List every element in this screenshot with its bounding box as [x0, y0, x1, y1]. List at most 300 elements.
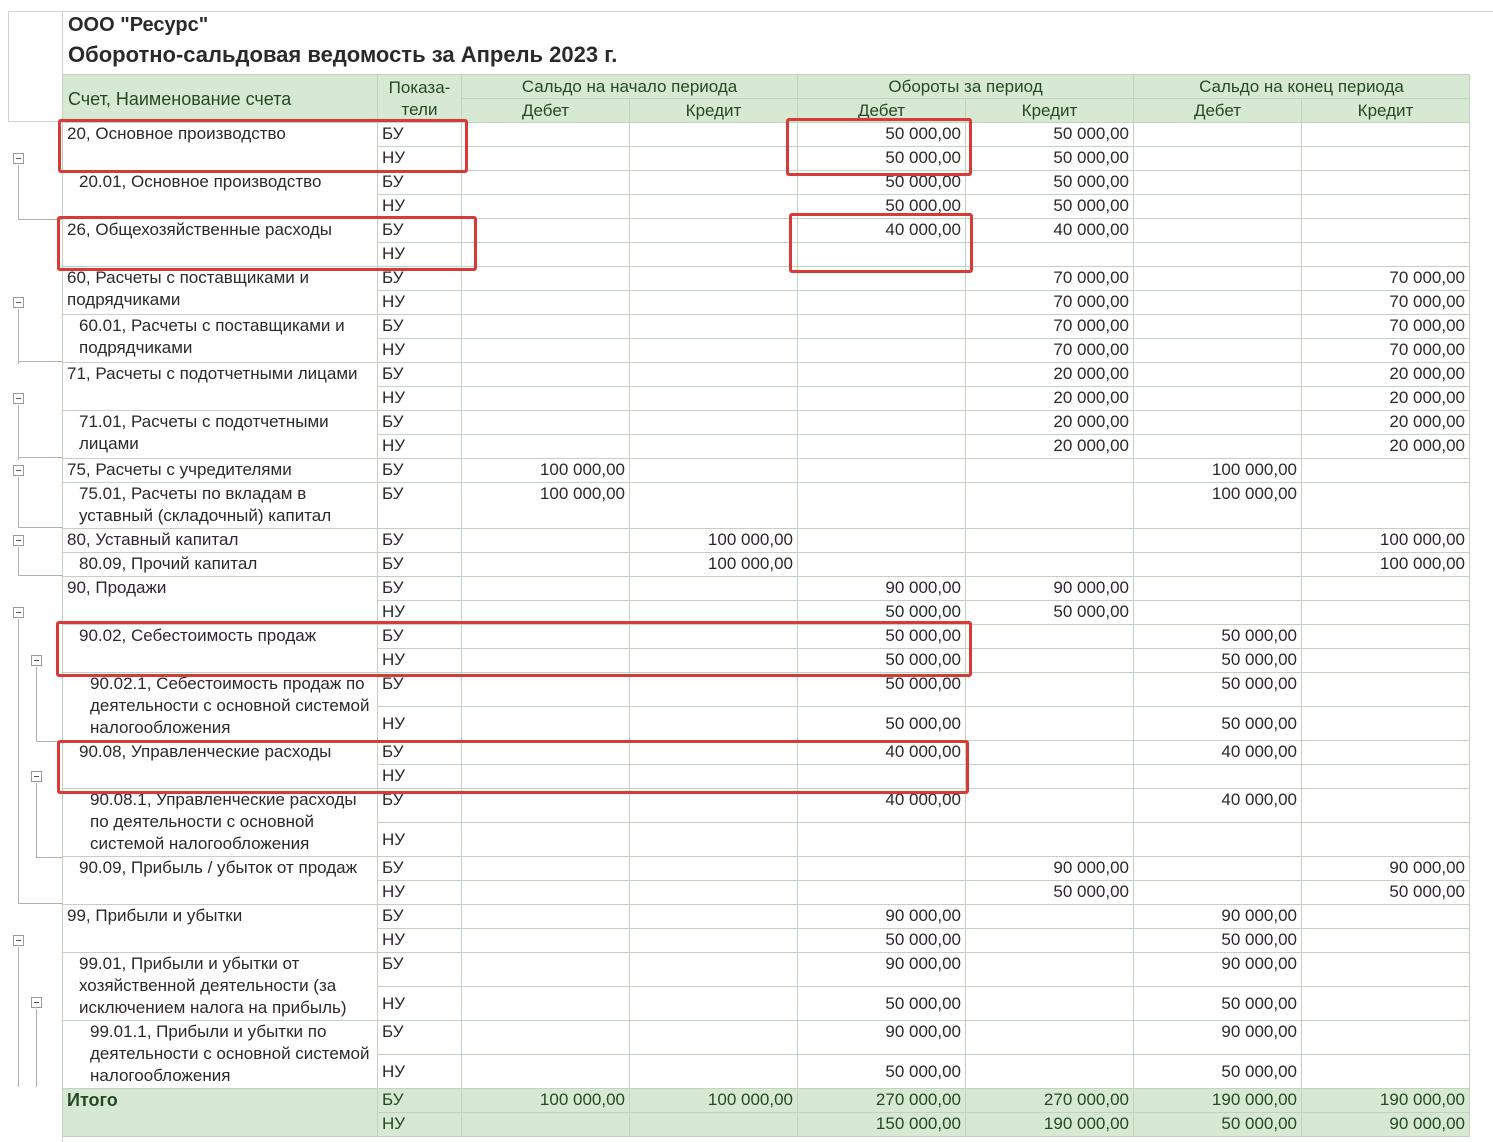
column-header-opening-credit[interactable]: Кредит — [630, 99, 798, 123]
collapse-group-99-01-icon[interactable] — [31, 997, 42, 1008]
closing-debit-cell[interactable] — [1134, 123, 1302, 147]
turnover-debit-cell[interactable] — [798, 483, 966, 529]
turnover-credit-cell[interactable] — [966, 765, 1134, 789]
table-row[interactable] — [63, 577, 1470, 601]
closing-credit-cell[interactable] — [1302, 459, 1470, 483]
indicator-cell: БУ — [378, 219, 462, 243]
closing-debit-cell[interactable] — [1134, 291, 1302, 315]
opening-debit-cell[interactable] — [462, 553, 630, 577]
opening-debit-cell[interactable]: 100 000,00 — [462, 459, 630, 483]
closing-debit-cell[interactable] — [1134, 195, 1302, 219]
closing-debit-cell[interactable] — [1134, 435, 1302, 459]
closing-credit-cell[interactable]: 20 000,00 — [1302, 435, 1470, 459]
indicator-cell: БУ — [378, 411, 462, 435]
collapse-group-90-icon[interactable] — [13, 607, 24, 618]
closing-debit-cell[interactable] — [1134, 147, 1302, 171]
closing-credit-cell[interactable] — [1302, 171, 1470, 195]
turnover-credit-cell[interactable]: 70 000,00 — [966, 291, 1134, 315]
opening-debit-cell[interactable] — [462, 267, 630, 291]
column-header-account[interactable]: Счет, Наименование счета — [63, 75, 378, 123]
turnover-debit-cell[interactable] — [798, 857, 966, 881]
opening-debit-cell[interactable] — [462, 387, 630, 411]
account-name-cell[interactable]: 75, Расчеты с учредителями — [63, 459, 378, 483]
turnover-credit-cell[interactable]: 70 000,00 — [966, 315, 1134, 339]
closing-debit-cell[interactable] — [1134, 387, 1302, 411]
turnover-debit-cell[interactable]: 50 000,00 — [798, 707, 966, 741]
column-header-turnover-credit[interactable]: Кредит — [966, 99, 1134, 123]
account-name-cell[interactable]: 99.01.1, Прибыли и убытки по деятельности с основной системой налогообложения — [63, 1021, 378, 1089]
table-row[interactable] — [63, 529, 1470, 553]
closing-debit-cell[interactable]: 90 000,00 — [1134, 905, 1302, 929]
opening-credit-cell[interactable] — [630, 953, 798, 987]
closing-debit-cell[interactable]: 50 000,00 — [1134, 625, 1302, 649]
closing-credit-cell[interactable] — [1302, 1021, 1470, 1055]
opening-credit-cell[interactable] — [630, 649, 798, 673]
opening-credit-cell[interactable] — [630, 857, 798, 881]
indicator-cell: БУ — [378, 483, 462, 529]
table-row[interactable] — [63, 857, 1470, 881]
turnover-credit-cell[interactable]: 50 000,00 — [966, 123, 1134, 147]
turnover-debit-cell[interactable] — [798, 363, 966, 387]
account-name-cell[interactable]: 80, Уставный капитал — [63, 529, 378, 553]
account-name-cell[interactable]: 90.09, Прибыль / убыток от продаж — [63, 857, 378, 905]
table-row[interactable] — [63, 625, 1470, 649]
total-value-cell[interactable]: 270 000,00 — [798, 1089, 966, 1113]
closing-debit-cell[interactable] — [1134, 411, 1302, 435]
opening-credit-cell[interactable] — [630, 219, 798, 243]
turnover-debit-cell[interactable] — [798, 529, 966, 553]
opening-credit-cell[interactable] — [630, 789, 798, 823]
account-name-cell[interactable]: 99.01, Прибыли и убытки от хозяйственной деятельности (за исключением налога на прибыль) — [63, 953, 378, 1021]
table-row[interactable] — [63, 1021, 1470, 1055]
turnover-credit-cell[interactable]: 20 000,00 — [966, 435, 1134, 459]
turnover-debit-cell[interactable]: 50 000,00 — [798, 171, 966, 195]
opening-debit-cell[interactable] — [462, 601, 630, 625]
turnover-credit-cell[interactable]: 70 000,00 — [966, 267, 1134, 291]
closing-credit-cell[interactable]: 50 000,00 — [1302, 881, 1470, 905]
turnover-credit-cell[interactable] — [966, 529, 1134, 553]
opening-debit-cell[interactable] — [462, 881, 630, 905]
opening-debit-cell[interactable] — [462, 529, 630, 553]
opening-credit-cell[interactable] — [630, 123, 798, 147]
opening-debit-cell[interactable] — [462, 577, 630, 601]
turnover-debit-cell[interactable]: 50 000,00 — [798, 195, 966, 219]
opening-credit-cell[interactable] — [630, 905, 798, 929]
total-value-cell[interactable]: 190 000,00 — [1302, 1089, 1470, 1113]
table-row[interactable] — [63, 411, 1470, 435]
opening-debit-cell[interactable] — [462, 823, 630, 857]
opening-credit-cell[interactable] — [630, 929, 798, 953]
closing-credit-cell[interactable] — [1302, 243, 1470, 267]
closing-credit-cell[interactable]: 90 000,00 — [1302, 857, 1470, 881]
total-value-cell[interactable]: 50 000,00 — [1134, 1113, 1302, 1137]
closing-credit-cell[interactable] — [1302, 953, 1470, 987]
closing-debit-cell[interactable] — [1134, 601, 1302, 625]
opening-debit-cell[interactable] — [462, 707, 630, 741]
collapse-group-99-icon[interactable] — [13, 935, 24, 946]
table-row[interactable] — [63, 741, 1470, 765]
turnover-credit-cell[interactable] — [966, 1021, 1134, 1055]
opening-debit-cell[interactable] — [462, 243, 630, 267]
account-name-cell[interactable]: 60.01, Расчеты с поставщиками и подрядчиками — [63, 315, 378, 363]
opening-credit-cell[interactable] — [630, 291, 798, 315]
turnover-debit-cell[interactable]: 50 000,00 — [798, 649, 966, 673]
turnover-credit-cell[interactable]: 50 000,00 — [966, 171, 1134, 195]
total-value-cell[interactable] — [462, 1113, 630, 1137]
closing-debit-cell[interactable] — [1134, 881, 1302, 905]
total-value-cell[interactable] — [630, 1113, 798, 1137]
closing-credit-cell[interactable] — [1302, 741, 1470, 765]
turnover-credit-cell[interactable] — [966, 905, 1134, 929]
column-header-turnover[interactable]: Обороты за период — [798, 75, 1134, 99]
turnover-debit-cell[interactable] — [798, 339, 966, 363]
closing-debit-cell[interactable]: 100 000,00 — [1134, 483, 1302, 529]
opening-debit-cell[interactable] — [462, 789, 630, 823]
closing-credit-cell[interactable] — [1302, 1055, 1470, 1089]
turnover-credit-cell[interactable] — [966, 987, 1134, 1021]
closing-credit-cell[interactable] — [1302, 219, 1470, 243]
opening-debit-cell[interactable] — [462, 987, 630, 1021]
total-value-cell[interactable]: 190 000,00 — [1134, 1089, 1302, 1113]
account-name-cell[interactable]: 80.09, Прочий капитал — [63, 553, 378, 577]
opening-debit-cell[interactable] — [462, 625, 630, 649]
turnover-credit-cell[interactable]: 50 000,00 — [966, 601, 1134, 625]
turnover-debit-cell[interactable] — [798, 243, 966, 267]
turnover-credit-cell[interactable] — [966, 1055, 1134, 1089]
opening-debit-cell[interactable] — [462, 953, 630, 987]
closing-credit-cell[interactable]: 100 000,00 — [1302, 553, 1470, 577]
closing-credit-cell[interactable]: 100 000,00 — [1302, 529, 1470, 553]
turnover-credit-cell[interactable] — [966, 553, 1134, 577]
turnover-credit-cell[interactable]: 70 000,00 — [966, 339, 1134, 363]
account-name-cell[interactable]: 75.01, Расчеты по вкладам в уставный (складочный) капитал — [63, 483, 378, 529]
closing-credit-cell[interactable] — [1302, 649, 1470, 673]
indicator-cell: БУ — [378, 905, 462, 929]
closing-debit-cell[interactable]: 40 000,00 — [1134, 741, 1302, 765]
closing-credit-cell[interactable] — [1302, 577, 1470, 601]
opening-credit-cell[interactable] — [630, 483, 798, 529]
opening-credit-cell[interactable] — [630, 577, 798, 601]
turnover-debit-cell[interactable] — [798, 387, 966, 411]
opening-credit-cell[interactable] — [630, 363, 798, 387]
opening-credit-cell[interactable] — [630, 707, 798, 741]
turnover-credit-cell[interactable] — [966, 823, 1134, 857]
collapse-group-90-08-icon[interactable] — [31, 771, 42, 782]
turnover-credit-cell[interactable] — [966, 649, 1134, 673]
closing-credit-cell[interactable]: 70 000,00 — [1302, 291, 1470, 315]
collapse-group-90-02-icon[interactable] — [31, 655, 42, 666]
account-name-cell[interactable]: 71, Расчеты с подотчетными лицами — [63, 363, 378, 411]
opening-credit-cell[interactable] — [630, 765, 798, 789]
turnover-credit-cell[interactable]: 40 000,00 — [966, 219, 1134, 243]
account-name-cell[interactable]: 99, Прибыли и убытки — [63, 905, 378, 953]
turnover-credit-cell[interactable]: 90 000,00 — [966, 577, 1134, 601]
opening-credit-cell[interactable] — [630, 601, 798, 625]
total-value-cell[interactable]: 100 000,00 — [630, 1089, 798, 1113]
closing-debit-cell[interactable]: 90 000,00 — [1134, 1021, 1302, 1055]
turnover-debit-cell[interactable]: 50 000,00 — [798, 601, 966, 625]
account-name-cell[interactable]: 90.08.1, Управленческие расходы по деятельности с основной системой налогообложения — [63, 789, 378, 857]
closing-debit-cell[interactable] — [1134, 315, 1302, 339]
closing-credit-cell[interactable] — [1302, 929, 1470, 953]
closing-credit-cell[interactable] — [1302, 987, 1470, 1021]
turnover-debit-cell[interactable] — [798, 765, 966, 789]
opening-credit-cell[interactable] — [630, 823, 798, 857]
column-header-turnover-debit[interactable]: Дебет — [798, 99, 966, 123]
indicator-cell: НУ — [378, 147, 462, 171]
turnover-credit-cell[interactable] — [966, 625, 1134, 649]
opening-debit-cell[interactable] — [462, 765, 630, 789]
turnover-debit-cell[interactable]: 50 000,00 — [798, 123, 966, 147]
closing-credit-cell[interactable] — [1302, 789, 1470, 823]
total-value-cell[interactable]: 190 000,00 — [966, 1113, 1134, 1137]
closing-debit-cell[interactable]: 50 000,00 — [1134, 707, 1302, 741]
table-row[interactable] — [63, 171, 1470, 195]
closing-credit-cell[interactable]: 70 000,00 — [1302, 267, 1470, 291]
opening-debit-cell[interactable] — [462, 363, 630, 387]
opening-credit-cell[interactable] — [630, 987, 798, 1021]
turnover-debit-cell[interactable]: 40 000,00 — [798, 219, 966, 243]
account-name-cell[interactable]: 90.02, Себестоимость продаж — [63, 625, 378, 673]
closing-debit-cell[interactable]: 90 000,00 — [1134, 953, 1302, 987]
turnover-credit-cell[interactable] — [966, 459, 1134, 483]
turnover-debit-cell[interactable]: 50 000,00 — [798, 147, 966, 171]
closing-credit-cell[interactable] — [1302, 147, 1470, 171]
opening-credit-cell[interactable]: 100 000,00 — [630, 553, 798, 577]
turnover-debit-cell[interactable] — [798, 291, 966, 315]
column-header-opening-debit[interactable]: Дебет — [462, 99, 630, 123]
turnover-debit-cell[interactable] — [798, 411, 966, 435]
turnover-credit-cell[interactable] — [966, 789, 1134, 823]
account-name-cell[interactable]: 90, Продажи — [63, 577, 378, 625]
turnover-debit-cell[interactable]: 90 000,00 — [798, 577, 966, 601]
account-name-cell[interactable]: 71.01, Расчеты с подотчетными лицами — [63, 411, 378, 459]
account-name-cell[interactable]: 20, Основное производство — [63, 123, 378, 171]
turnover-credit-cell[interactable]: 90 000,00 — [966, 857, 1134, 881]
closing-debit-cell[interactable] — [1134, 765, 1302, 789]
closing-debit-cell[interactable] — [1134, 267, 1302, 291]
totals-row[interactable] — [63, 1089, 1470, 1113]
turnover-debit-cell[interactable] — [798, 459, 966, 483]
turnover-debit-cell[interactable] — [798, 435, 966, 459]
opening-credit-cell[interactable] — [630, 1055, 798, 1089]
closing-credit-cell[interactable]: 20 000,00 — [1302, 387, 1470, 411]
closing-debit-cell[interactable]: 50 000,00 — [1134, 929, 1302, 953]
table-row[interactable] — [63, 673, 1470, 707]
turnover-debit-cell[interactable]: 50 000,00 — [798, 929, 966, 953]
opening-credit-cell[interactable] — [630, 741, 798, 765]
closing-debit-cell[interactable] — [1134, 219, 1302, 243]
closing-credit-cell[interactable] — [1302, 673, 1470, 707]
opening-credit-cell[interactable]: 100 000,00 — [630, 529, 798, 553]
total-value-cell[interactable]: 90 000,00 — [1302, 1113, 1470, 1137]
opening-credit-cell[interactable] — [630, 195, 798, 219]
collapse-group-20-icon[interactable] — [13, 153, 24, 164]
table-row[interactable] — [63, 953, 1470, 987]
closing-credit-cell[interactable] — [1302, 195, 1470, 219]
opening-credit-cell[interactable] — [630, 147, 798, 171]
closing-credit-cell[interactable] — [1302, 601, 1470, 625]
table-row[interactable] — [63, 789, 1470, 823]
account-name-cell[interactable]: 60, Расчеты с поставщиками и подрядчиками — [63, 267, 378, 315]
turnover-debit-cell[interactable]: 40 000,00 — [798, 741, 966, 765]
opening-credit-cell[interactable] — [630, 625, 798, 649]
total-value-cell[interactable]: 270 000,00 — [966, 1089, 1134, 1113]
opening-credit-cell[interactable] — [630, 387, 798, 411]
total-value-cell[interactable]: 100 000,00 — [462, 1089, 630, 1113]
account-name-cell[interactable]: 90.08, Управленческие расходы — [63, 741, 378, 789]
turnover-credit-cell[interactable]: 50 000,00 — [966, 147, 1134, 171]
column-header-opening-balance[interactable]: Сальдо на начало периода — [462, 75, 798, 99]
opening-debit-cell[interactable] — [462, 123, 630, 147]
turnover-debit-cell[interactable]: 50 000,00 — [798, 1055, 966, 1089]
opening-debit-cell[interactable] — [462, 1021, 630, 1055]
turnover-credit-cell[interactable]: 50 000,00 — [966, 195, 1134, 219]
table-row[interactable] — [63, 219, 1470, 243]
turnover-credit-cell[interactable] — [966, 243, 1134, 267]
turnover-credit-cell[interactable]: 20 000,00 — [966, 363, 1134, 387]
closing-debit-cell[interactable]: 50 000,00 — [1134, 649, 1302, 673]
turnover-debit-cell[interactable]: 40 000,00 — [798, 789, 966, 823]
opening-credit-cell[interactable] — [630, 315, 798, 339]
opening-debit-cell[interactable] — [462, 339, 630, 363]
opening-debit-cell[interactable] — [462, 673, 630, 707]
closing-credit-cell[interactable] — [1302, 123, 1470, 147]
table-row[interactable] — [63, 363, 1470, 387]
opening-debit-cell[interactable] — [462, 435, 630, 459]
closing-debit-cell[interactable] — [1134, 577, 1302, 601]
turnover-debit-cell[interactable] — [798, 267, 966, 291]
opening-debit-cell[interactable] — [462, 171, 630, 195]
opening-credit-cell[interactable] — [630, 267, 798, 291]
opening-credit-cell[interactable] — [630, 171, 798, 195]
opening-debit-cell[interactable] — [462, 219, 630, 243]
indicator-cell: БУ — [378, 577, 462, 601]
column-header-closing-credit[interactable]: Кредит — [1302, 99, 1470, 123]
closing-debit-cell[interactable]: 40 000,00 — [1134, 789, 1302, 823]
opening-debit-cell[interactable] — [462, 315, 630, 339]
opening-credit-cell[interactable] — [630, 459, 798, 483]
closing-credit-cell[interactable] — [1302, 905, 1470, 929]
closing-debit-cell[interactable] — [1134, 339, 1302, 363]
turnover-credit-cell[interactable] — [966, 483, 1134, 529]
turnover-credit-cell[interactable] — [966, 741, 1134, 765]
opening-credit-cell[interactable] — [630, 411, 798, 435]
turnover-credit-cell[interactable]: 20 000,00 — [966, 411, 1134, 435]
closing-debit-cell[interactable]: 50 000,00 — [1134, 673, 1302, 707]
closing-credit-cell[interactable] — [1302, 765, 1470, 789]
indicator-cell: НУ — [378, 987, 462, 1021]
turnover-debit-cell[interactable]: 90 000,00 — [798, 953, 966, 987]
turnover-debit-cell[interactable]: 90 000,00 — [798, 905, 966, 929]
table-row[interactable] — [63, 267, 1470, 291]
opening-credit-cell[interactable] — [630, 1021, 798, 1055]
closing-debit-cell[interactable] — [1134, 553, 1302, 577]
column-header-closing-balance[interactable]: Сальдо на конец периода — [1134, 75, 1470, 99]
opening-debit-cell[interactable] — [462, 929, 630, 953]
closing-credit-cell[interactable] — [1302, 483, 1470, 529]
opening-debit-cell[interactable] — [462, 195, 630, 219]
opening-credit-cell[interactable] — [630, 243, 798, 267]
closing-credit-cell[interactable]: 70 000,00 — [1302, 315, 1470, 339]
closing-debit-cell[interactable]: 50 000,00 — [1134, 987, 1302, 1021]
turnover-credit-cell[interactable] — [966, 953, 1134, 987]
turnover-debit-cell[interactable]: 50 000,00 — [798, 625, 966, 649]
opening-debit-cell[interactable]: 100 000,00 — [462, 483, 630, 529]
closing-debit-cell[interactable]: 50 000,00 — [1134, 1055, 1302, 1089]
collapse-group-71-icon[interactable] — [13, 393, 24, 404]
closing-credit-cell[interactable]: 20 000,00 — [1302, 363, 1470, 387]
turnover-debit-cell[interactable]: 90 000,00 — [798, 1021, 966, 1055]
closing-debit-cell[interactable] — [1134, 529, 1302, 553]
turnover-credit-cell[interactable] — [966, 929, 1134, 953]
column-header-closing-debit[interactable]: Дебет — [1134, 99, 1302, 123]
turnover-debit-cell[interactable] — [798, 823, 966, 857]
opening-debit-cell[interactable] — [462, 649, 630, 673]
opening-debit-cell[interactable] — [462, 905, 630, 929]
closing-credit-cell[interactable] — [1302, 823, 1470, 857]
turnover-debit-cell[interactable]: 50 000,00 — [798, 987, 966, 1021]
indicator-cell: НУ — [378, 291, 462, 315]
opening-debit-cell[interactable] — [462, 411, 630, 435]
opening-debit-cell[interactable] — [462, 147, 630, 171]
closing-debit-cell[interactable] — [1134, 363, 1302, 387]
closing-debit-cell[interactable] — [1134, 243, 1302, 267]
table-row[interactable] — [63, 483, 1470, 529]
closing-debit-cell[interactable]: 100 000,00 — [1134, 459, 1302, 483]
account-name-cell[interactable]: 90.02.1, Себестоимость продаж по деятельности с основной системой налогообложения — [63, 673, 378, 741]
closing-debit-cell[interactable] — [1134, 857, 1302, 881]
closing-debit-cell[interactable] — [1134, 823, 1302, 857]
indicator-cell: НУ — [378, 601, 462, 625]
turnover-credit-cell[interactable]: 20 000,00 — [966, 387, 1134, 411]
closing-debit-cell[interactable] — [1134, 171, 1302, 195]
opening-credit-cell[interactable] — [630, 673, 798, 707]
table-row[interactable] — [63, 553, 1470, 577]
column-header-indicators[interactable]: Показа- тели — [378, 75, 462, 123]
turnover-debit-cell[interactable] — [798, 553, 966, 577]
collapse-group-75-icon[interactable] — [13, 465, 24, 476]
opening-credit-cell[interactable] — [630, 339, 798, 363]
opening-debit-cell[interactable] — [462, 1055, 630, 1089]
opening-debit-cell[interactable] — [462, 741, 630, 765]
account-name-cell[interactable]: 26, Общехозяйственные расходы — [63, 219, 378, 267]
table-row[interactable] — [63, 123, 1470, 147]
account-name-cell[interactable]: 20.01, Основное производство — [63, 171, 378, 219]
closing-credit-cell[interactable] — [1302, 707, 1470, 741]
opening-debit-cell[interactable] — [462, 291, 630, 315]
turnover-credit-cell[interactable] — [966, 673, 1134, 707]
closing-credit-cell[interactable]: 70 000,00 — [1302, 339, 1470, 363]
organization-name: ООО "Ресурс" — [68, 14, 209, 36]
table-row[interactable] — [63, 459, 1470, 483]
table-row[interactable] — [63, 315, 1470, 339]
opening-debit-cell[interactable] — [462, 857, 630, 881]
collapse-group-80-icon[interactable] — [13, 535, 24, 546]
closing-credit-cell[interactable] — [1302, 625, 1470, 649]
turnover-debit-cell[interactable] — [798, 315, 966, 339]
opening-credit-cell[interactable] — [630, 881, 798, 905]
collapse-group-60-icon[interactable] — [13, 297, 24, 308]
turnover-debit-cell[interactable] — [798, 881, 966, 905]
opening-credit-cell[interactable] — [630, 435, 798, 459]
turnover-credit-cell[interactable] — [966, 707, 1134, 741]
turnover-debit-cell[interactable]: 50 000,00 — [798, 673, 966, 707]
closing-credit-cell[interactable]: 20 000,00 — [1302, 411, 1470, 435]
total-value-cell[interactable]: 150 000,00 — [798, 1113, 966, 1137]
turnover-credit-cell[interactable]: 50 000,00 — [966, 881, 1134, 905]
table-row[interactable] — [63, 905, 1470, 929]
